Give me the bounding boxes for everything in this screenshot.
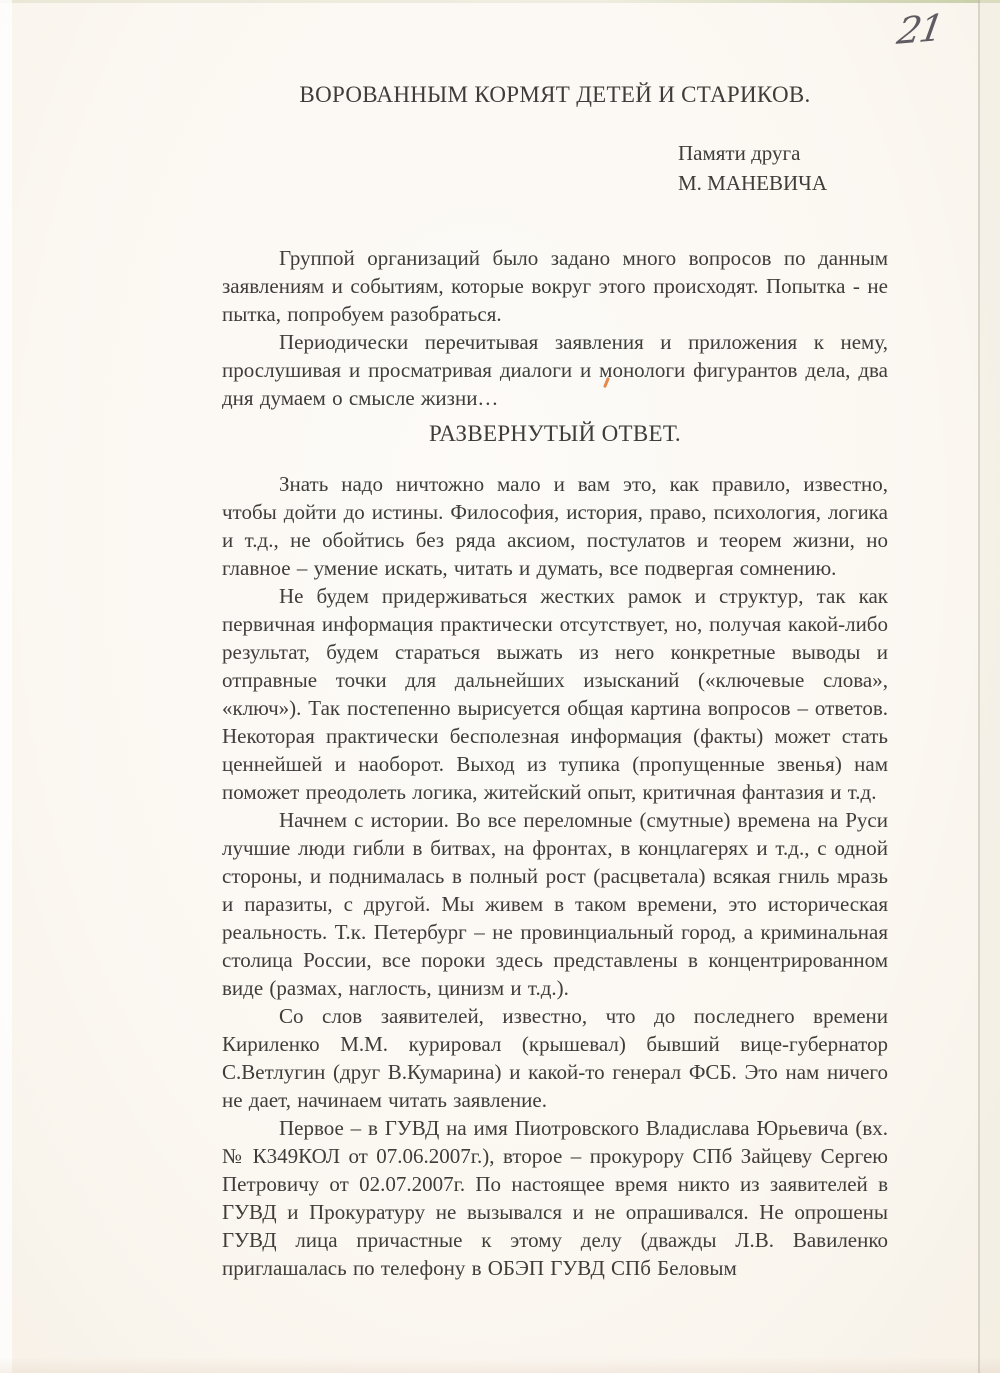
handwritten-page-number: 21 <box>894 6 945 53</box>
document-body <box>222 244 888 1282</box>
intro-paragraph-2: Периодически перечитывая заявления и приложения к нему, прослушивая и просматривая диалоги и монологи фигурантов дела, два дня думаем о смысле жизни… <box>222 330 888 410</box>
section-heading: РАЗВЕРНУТЫЙ ОТВЕТ. <box>429 421 681 446</box>
document-title: ВОРОВАННЫМ КОРМЯТ ДЕТЕЙ И СТАРИКОВ. <box>299 82 811 107</box>
body-paragraph-4: Со слов заявителей, известно, что до последнего времени Кириленко М.М. курировал (крышевал) бывший вице-губернатор С.Ветлугин (друг В.Кумарина) и какой-то генерал ФСБ. Это нам ничего не дает, начинаем читать заявление. <box>222 1004 888 1112</box>
scan-edge-bottom <box>0 1357 1000 1373</box>
scan-edge-right-shade <box>980 0 1000 1373</box>
intro-paragraph-1: Группой организаций было задано много вопросов по данным заявлениям и событиям, которые вокруг этого происходят. Попытка - не пытка, попробуем разобраться. <box>222 246 888 326</box>
body-paragraph-2: Не будем придерживаться жестких рамок и структур, так как первичная информация практически отсутствует, но, получая какой-либо результат, будем стараться выжать из него конкретные выводы и отправные точки для дальнейших изысканий («ключевые слова», «ключ»). Так постепенно вырисуется общая картина вопросов – ответов. Некоторая практически бесполезная информация (факты) может стать ценнейшей и наоборот. Выход из тупика (пропущенные звенья) нам поможет преодолеть логика, житейский опыт, критичная фантазия и т.д. <box>222 584 888 804</box>
dedication <box>678 138 888 198</box>
body-paragraph-5: Первое – в ГУВД на имя Пиотровского Владислава Юрьевича (вх. № К349КОЛ от 07.06.2007г.), второе – прокурору СПб Зайцеву Сергею Петровичу от 02.07.2007г. По настоящее время никто из заявителей в ГУВД и Прокуратуру не вызывался и не опрашивался. Не опрошены ГУВД лица причастные к этому делу (дважды Л.В. Вавиленко приглашалась по телефону в ОБЭП ГУВД СПб Беловым <box>222 1116 888 1280</box>
document-content <box>222 80 888 1282</box>
scan-edge-top <box>0 0 1000 3</box>
scan-edge-right-line <box>978 0 980 1373</box>
dedication-line-2: М. МАНЕВИЧА <box>678 171 827 195</box>
body-paragraph-1: Знать надо ничтожно мало и вам это, как правило, известно, чтобы дойти до истины. Философия, история, право, психология, логика и т.д., не обойтись без ряда аксиом, постулатов и теорем жизни, но главное – умение искать, читать и думать, все подвергая сомнению. <box>222 472 888 580</box>
body-paragraph-3: Начнем с истории. Во все переломные (смутные) времена на Руси лучшие люди гибли в битвах, на фронтах, в концлагерях и т.д., с одной стороны, и поднималась в полный рост (расцветала) всякая гниль мразь и паразиты, с другой. Мы живем в таком времени, это историческая реальность. Т.к. Петербург – не провинциальный город, а криминальная столица России, все пороки здесь представлены в концентрированном виде (размах, наглость, цинизм и т.д.). <box>222 808 888 1000</box>
dedication-line-1: Памяти друга <box>678 141 801 165</box>
scan-edge-left <box>0 0 12 1373</box>
